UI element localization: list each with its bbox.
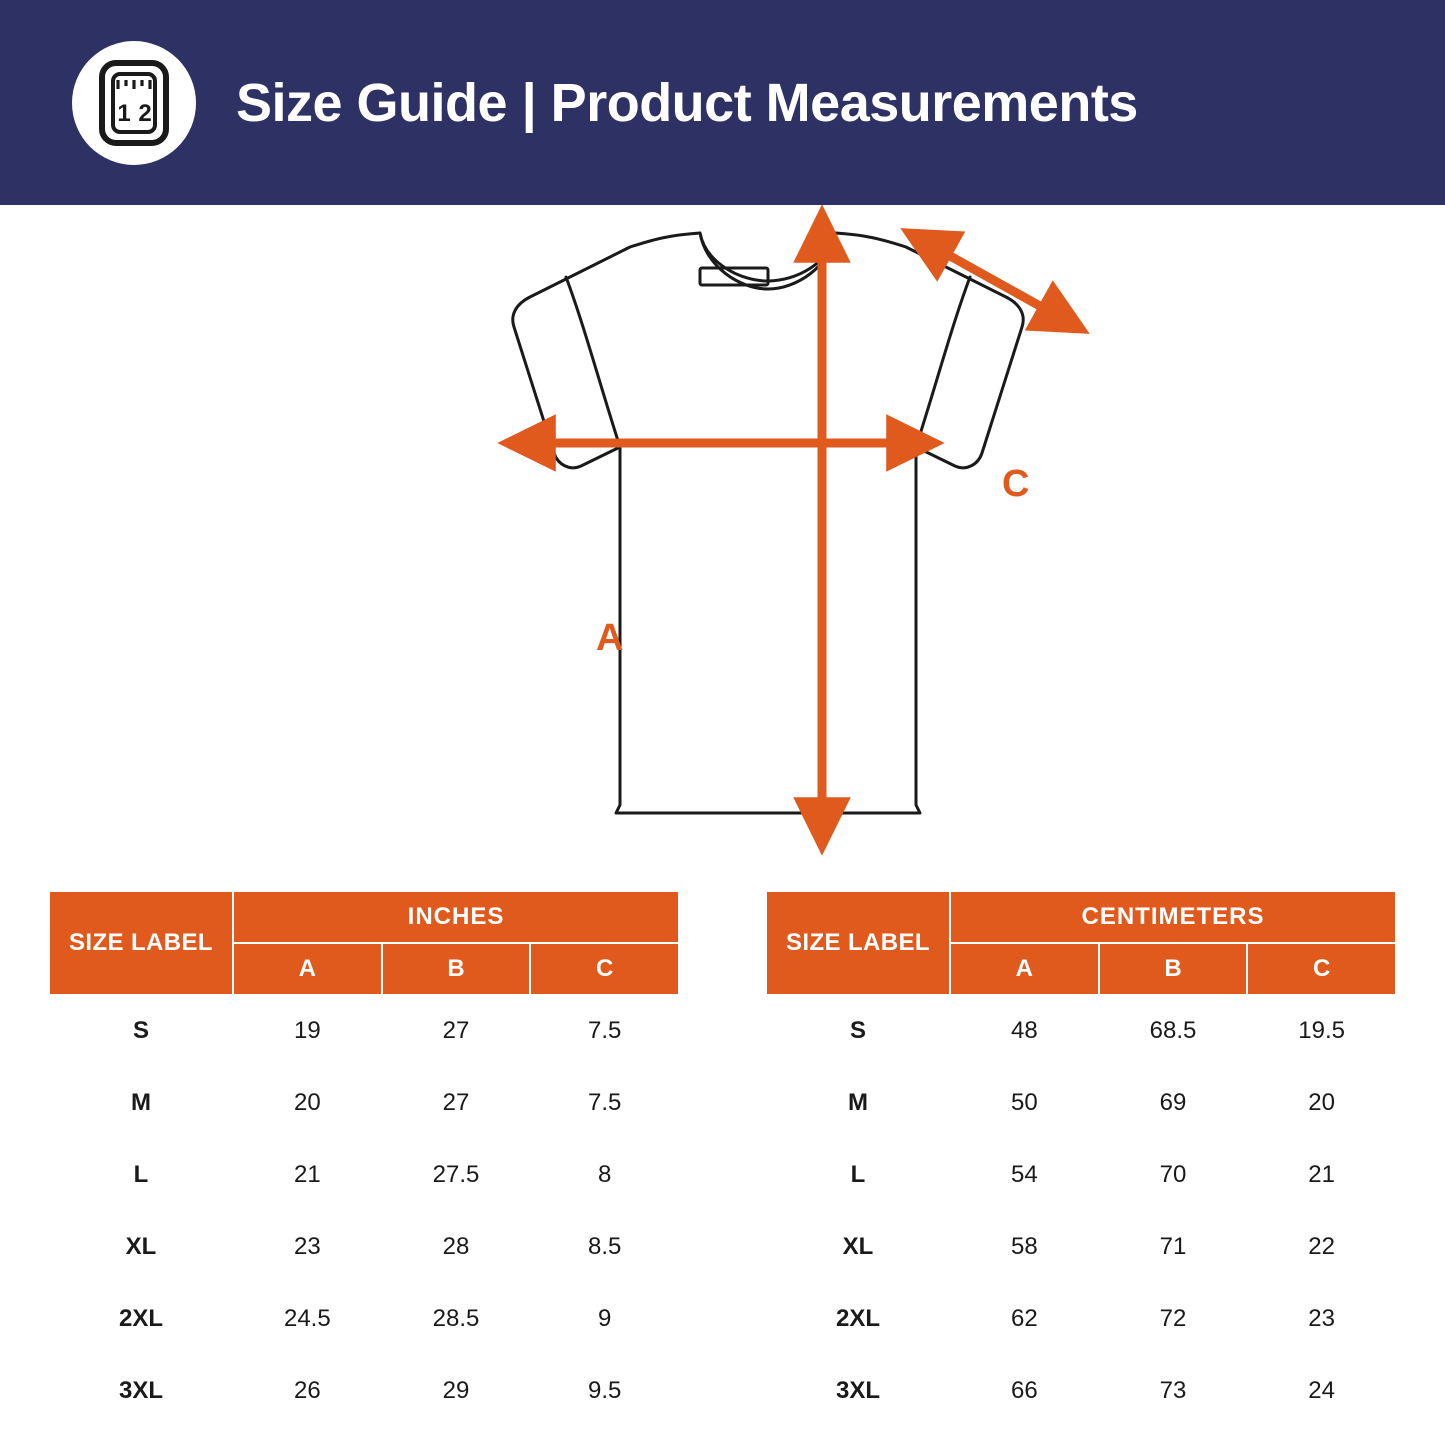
cell-a: 66 <box>950 1355 1099 1427</box>
cell-c: 23 <box>1247 1283 1396 1355</box>
cell-a: 54 <box>950 1139 1099 1211</box>
cell-a: 21 <box>233 1139 382 1211</box>
cell-size: L <box>49 1139 233 1211</box>
table-row <box>766 1139 1396 1211</box>
cell-b: 73 <box>1099 1355 1248 1427</box>
cell-a: 62 <box>950 1283 1099 1355</box>
table-row <box>49 1283 679 1355</box>
cell-a: 58 <box>950 1211 1099 1283</box>
cell-size: 3XL <box>766 1355 950 1427</box>
cell-c: 20 <box>1247 1067 1396 1139</box>
table-row <box>766 1355 1396 1427</box>
cell-size: L <box>766 1139 950 1211</box>
dimension-label-c: C <box>1002 463 1030 505</box>
cell-c: 24 <box>1247 1355 1396 1427</box>
cell-size: 2XL <box>766 1283 950 1355</box>
table-row <box>766 1283 1396 1355</box>
cell-c: 7.5 <box>530 995 679 1067</box>
cell-b: 70 <box>1099 1139 1248 1211</box>
header-dim-c: C <box>1247 943 1396 995</box>
cell-b: 72 <box>1099 1283 1248 1355</box>
cell-size: XL <box>766 1211 950 1283</box>
cell-size: XL <box>49 1211 233 1283</box>
table-row <box>766 1067 1396 1139</box>
header-size-label: SIZE LABEL <box>766 891 950 995</box>
cell-a: 19 <box>233 995 382 1067</box>
header-dim-b: B <box>1099 943 1248 995</box>
cell-a: 24.5 <box>233 1283 382 1355</box>
dimension-label-b: B <box>840 895 868 937</box>
header-dim-c: C <box>530 943 679 995</box>
cell-size: M <box>766 1067 950 1139</box>
cell-b: 68.5 <box>1099 995 1248 1067</box>
size-table-inches <box>48 890 680 1428</box>
table-row <box>49 1355 679 1427</box>
cell-c: 22 <box>1247 1211 1396 1283</box>
header-dim-a: A <box>233 943 382 995</box>
cell-size: 2XL <box>49 1283 233 1355</box>
header-size-label: SIZE LABEL <box>49 891 233 995</box>
cell-a: 26 <box>233 1355 382 1427</box>
cell-c: 8.5 <box>530 1211 679 1283</box>
table-header-row <box>49 891 679 943</box>
table-row <box>766 1211 1396 1283</box>
cell-c: 21 <box>1247 1139 1396 1211</box>
cell-c: 19.5 <box>1247 995 1396 1067</box>
page-title: Size Guide | Product Measurements <box>236 72 1138 133</box>
table-row <box>49 995 679 1067</box>
cell-a: 50 <box>950 1067 1099 1139</box>
cell-a: 23 <box>233 1211 382 1283</box>
cell-size: M <box>49 1067 233 1139</box>
cell-a: 48 <box>950 995 1099 1067</box>
cell-b: 71 <box>1099 1211 1248 1283</box>
cell-b: 27 <box>382 1067 531 1139</box>
header-dim-b: B <box>382 943 531 995</box>
header-unit: INCHES <box>233 891 679 943</box>
tape-measure-icon <box>72 41 196 165</box>
size-tables <box>0 890 1445 1428</box>
cell-size: S <box>49 995 233 1067</box>
table-row <box>49 1139 679 1211</box>
cell-c: 8 <box>530 1139 679 1211</box>
table-row <box>766 995 1396 1067</box>
svg-text:2: 2 <box>138 99 152 127</box>
table-row <box>49 1067 679 1139</box>
page-header <box>0 0 1445 205</box>
cell-size: 3XL <box>49 1355 233 1427</box>
dimension-label-a: A <box>596 617 624 659</box>
cell-b: 27 <box>382 995 531 1067</box>
cell-b: 28.5 <box>382 1283 531 1355</box>
header-dim-a: A <box>950 943 1099 995</box>
table-row <box>49 1211 679 1283</box>
cell-c: 7.5 <box>530 1067 679 1139</box>
header-unit: CENTIMETERS <box>950 891 1396 943</box>
cell-c: 9 <box>530 1283 679 1355</box>
cell-b: 27.5 <box>382 1139 531 1211</box>
svg-text:1: 1 <box>117 99 131 127</box>
cell-a: 20 <box>233 1067 382 1139</box>
cell-size: S <box>766 995 950 1067</box>
cell-b: 28 <box>382 1211 531 1283</box>
cell-b: 29 <box>382 1355 531 1427</box>
cell-c: 9.5 <box>530 1355 679 1427</box>
size-table-centimeters <box>765 890 1397 1428</box>
cell-b: 69 <box>1099 1067 1248 1139</box>
